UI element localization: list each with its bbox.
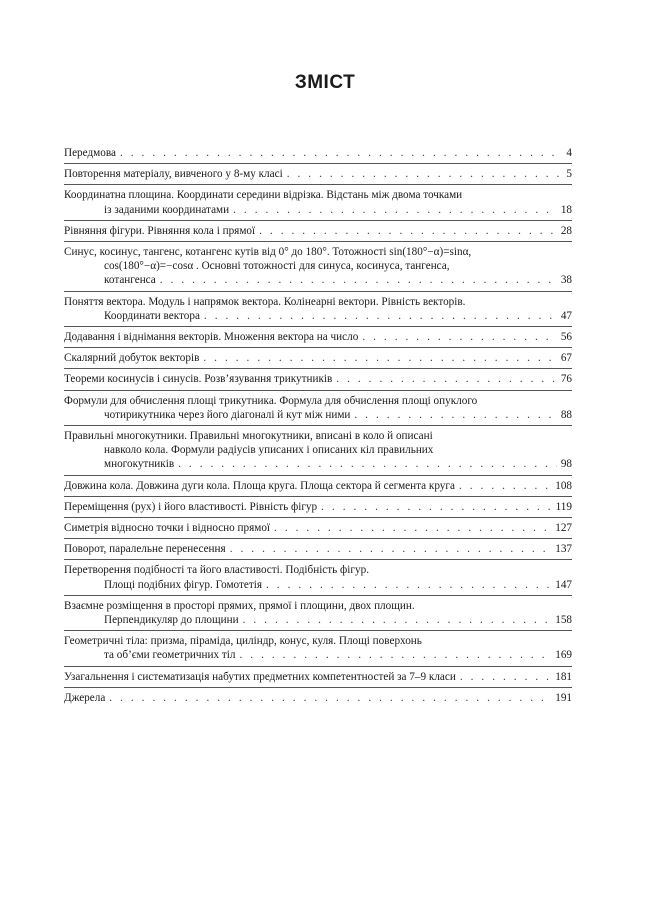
dot-leader — [229, 203, 557, 217]
toc-entry — [64, 517, 572, 535]
toc-entry-title-line: Скалярний добуток векторів — [64, 352, 200, 365]
toc-page-number: 76 — [560, 373, 572, 386]
toc-entry — [64, 496, 572, 514]
toc-entry — [64, 291, 572, 323]
dot-leader — [262, 578, 551, 592]
toc-entry-title-line: із заданими координатами — [104, 203, 230, 216]
toc-entry-title-line: Довжина кола. Довжина дуги кола. Площа круга. Площа сектора й сегмента круга — [64, 479, 455, 492]
toc-page-number: 18 — [560, 203, 572, 216]
toc-entry-title-line: Геометричні тіла: призма, піраміда, циліндр, конус, куля. Площі поверхонь — [64, 635, 422, 648]
toc-page-number: 67 — [560, 352, 572, 365]
toc-entry-title-line: многокутників — [104, 458, 175, 471]
toc-entry — [64, 390, 572, 422]
toc-entry-title-line: Взаємне розміщення в просторі прямих, прямої і площини, двох площин. — [64, 599, 415, 612]
toc-entry-title-line: Правильні многокутники. Правильні многокутники, вписані в коло й описані — [64, 430, 433, 443]
toc-entry-title-line: Перпендикуляр до площини — [104, 614, 239, 627]
toc-entry-title-line: Теореми косинусів і синусів. Розв’язування трикутників — [64, 373, 333, 386]
toc-page-number: 147 — [555, 578, 572, 591]
toc-entry — [64, 630, 572, 662]
dot-leader — [332, 372, 557, 386]
toc-entry — [64, 595, 572, 627]
toc-entry — [64, 241, 572, 288]
toc-page-number: 88 — [560, 408, 572, 421]
toc-page-number: 5 — [566, 168, 572, 181]
toc-page-number: 137 — [555, 543, 572, 556]
toc-entry-title-line: котангенса — [104, 274, 156, 287]
toc-entry — [64, 368, 572, 386]
toc-entry — [64, 425, 572, 472]
dot-leader — [358, 330, 557, 344]
dot-leader — [235, 648, 551, 662]
toc-entry-title-line: Перетворення подібності та його властивості. Подібність фігур. — [64, 564, 369, 577]
toc-entry — [64, 559, 572, 591]
dot-leader — [116, 146, 562, 160]
toc-entry-title-line: Узагальнення і систематизація набутих предметних компетентностей за 7–9 класи — [64, 670, 456, 683]
page-title: ЗМІСТ — [294, 72, 356, 93]
toc-page-number: 47 — [560, 309, 572, 322]
toc-entry-title-line: Координатна площина. Координати середини відрізка. Відстань між двома точками — [64, 189, 463, 202]
toc-entry-title-line: навколо кола. Формули радіусів уписаних і описаних кіл правильних — [104, 444, 434, 457]
dot-leader — [174, 457, 557, 471]
toc-entry-title-line: чотирикутника через його діагоналі й кут між ними — [104, 408, 351, 421]
toc-entry-title-line: Передмова — [64, 147, 116, 159]
table-of-contents — [64, 146, 572, 705]
toc-entry — [64, 163, 572, 181]
toc-entry — [64, 184, 572, 216]
toc-entry — [64, 326, 572, 344]
dot-leader — [317, 500, 552, 514]
toc-entry-title-line: Додавання і віднімання векторів. Множення вектора на число — [64, 331, 359, 344]
dot-leader — [200, 309, 557, 323]
toc-entry-title-line: Джерела — [64, 691, 106, 704]
toc-entry — [64, 666, 572, 684]
toc-entry — [64, 347, 572, 365]
toc-page-number: 28 — [560, 224, 572, 237]
toc-page-number: 38 — [560, 274, 572, 287]
toc-entry-title-line: Поворот, паралельне перенесення — [64, 543, 226, 556]
toc-entry-title-line: Формули для обчислення площі трикутника. Формула для обчислення площі опуклого — [64, 394, 478, 407]
toc-entry-title-line: cos(180°−α)=−cosα . Основні тотожності для синуса, косинуса, тангенса, — [104, 260, 450, 273]
toc-entry-title-line: Рівняння фігури. Рівняння кола і прямої — [64, 224, 256, 237]
dot-leader — [270, 521, 551, 535]
toc-entry-title-line: Площі подібних фігур. Гомотетія — [104, 578, 263, 591]
dot-leader — [226, 542, 552, 556]
toc-entry — [64, 475, 572, 493]
toc-entry-title-line: Координати вектора — [104, 309, 200, 322]
toc-page-number: 169 — [555, 649, 572, 662]
dot-leader — [156, 273, 557, 287]
dot-leader — [239, 613, 552, 627]
dot-leader — [283, 167, 563, 181]
toc-page-number: 56 — [560, 331, 572, 344]
toc-page-number: 108 — [555, 479, 572, 492]
dot-leader — [199, 351, 556, 365]
dot-leader — [456, 670, 551, 684]
toc-entry-title-line: Симетрія відносно точки і відносно прямої — [64, 522, 271, 535]
toc-page-number: 191 — [555, 691, 572, 704]
toc-entry-title-line: Поняття вектора. Модуль і напрямок вектора. Колінеарні вектори. Рівність векторів. — [64, 295, 466, 308]
dot-leader — [455, 479, 551, 493]
toc-page-number: 4 — [566, 147, 572, 159]
toc-entry — [64, 687, 572, 705]
toc-page-number: 127 — [555, 522, 572, 535]
toc-page-number: 158 — [555, 614, 572, 627]
dot-leader — [350, 408, 556, 422]
toc-entry-title-line: Повторення матеріалу, вивченого у 8-му класі — [64, 168, 283, 181]
toc-entry-title-line: Переміщення (рух) і його властивості. Рівність фігур — [64, 500, 318, 513]
toc-entry — [64, 220, 572, 238]
dot-leader — [255, 224, 557, 238]
toc-page-number: 181 — [555, 670, 572, 683]
toc-page-number: 98 — [560, 458, 572, 471]
toc-entry — [64, 146, 572, 160]
toc-page-number: 119 — [555, 500, 572, 513]
dot-leader — [105, 691, 551, 705]
toc-entry-title-line: та об’єми геометричних тіл — [104, 649, 236, 662]
toc-entry-title-line: Синус, косинус, тангенс, котангенс кутів від 0° до 180°. Тотожності sin(180°−α)=sinα, — [64, 246, 472, 259]
toc-entry — [64, 538, 572, 556]
